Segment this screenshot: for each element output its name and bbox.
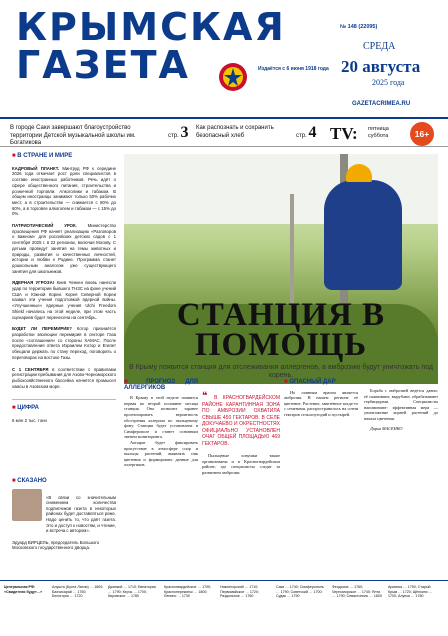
issue-year: 2025 года [372,78,405,87]
page-number: 4 [308,124,317,141]
tv-days[interactable]: пятница суббота [368,126,389,139]
news-item [12,326,116,360]
masthead [0,0,448,107]
news-head: ЯДЕРНАЯ УГРОЗА! [12,280,55,286]
issue-date: 20 августа [341,57,421,76]
article-author: Дарья МАСЕНКО [370,425,403,431]
page-prefix: стр. [296,133,307,139]
rubric-country-world: ■ В СТРАНЕ И МИРЕ [12,154,116,160]
teaser-text[interactable]: В городе Саки завершают благоустройство территории Детской музыкальной школы им. Богатикова [10,125,136,146]
page-number: 3 [180,124,189,141]
article-text: Аппарат будет фиксировать присутствие в атмосфере спор и пыльцы растений, выявлять пик цветения и формировать данные для аллергиков. [124,439,198,468]
website-link[interactable]: GAZETACRIMEA.RU [352,101,411,107]
speaker-quote: «В связи со значительным снижением количества подписчиков газета в некоторых районах будет доставляться реже. Надо ценить то, что даёт газета. Это и доступ к новостям, и чтение, и встреча с автором». [46,494,116,534]
title-line-1: КРЫМСКАЯ [16,5,286,49]
speaker-signature: Эдуард ВИРЦЕЛЬ, председатель Большого Московского государственного дворца. [12,539,100,551]
rubric-forecast: ■ ПРОГНОЗ ДЛЯ АЛЛЕРГИКОВ [124,380,198,391]
weekday: СРЕДА [363,41,396,52]
quote-block [12,479,116,551]
news-body: Министерство просвещения РФ начнёт реализацию «Разговоров о важном» для российских детских садов с 1 сентября 2025 г. в 22 регионах, включая Москву. С детьми проведут занятия на темы животных и природы, развития и качественных личностей, истории и любви к Родине. Программа станет дошкольным аналогом уже существующего занятия для школьников. [12,223,116,274]
news-item [12,223,116,274]
news-item [12,280,116,320]
article-column [124,380,198,468]
subscription-footer [0,580,448,636]
footer-column: Саки … 1740; Симферополь … 1790; Советский … 1700; Судак … 1790 [276,585,324,599]
since-date: Издаётся с 6 июня 1918 года [258,66,329,72]
article-text: Но главным врагом является амброзия. В нашем регионе её цветение. Растение, завезённое когда-то с семенами, распространилось на сотни гектаров сельхозугодий и пустырей. [284,389,358,417]
footer-column: Феодосия … 1760; Черноморское … 1740; Ялта … 1790; Севастополь … 1800 [332,585,382,599]
number-text: 6 млн 2 тыс. тонн [12,418,47,424]
rubric-said: ■ СКАЗАНО [12,479,116,485]
news-head: ПАТРИОТИЧЕСКИЙ УРОК. [12,223,77,229]
news-body: в соответствии с правилами регистрации пребывания для Азово-Черноморского рыбохозяйственного бассейна начнётся промысел хамсы в Азовском море. [12,366,116,389]
footer-column: Красногвардейское … 1700; Красноперекопск … 1800; Ленино … 1730 [164,585,212,599]
news-item [12,166,116,217]
article-text: Пыльцевые ловушки также организованы и в Красногвардейском районе, где специалисты следят за развитием амброзии. [202,453,280,475]
article-column [364,388,438,431]
news-body: Минтруд РФ к середине 2026 года отмечает рост доли специалистов в составе иностранных работников. Речь идёт о сфере общественного питания, строительства и розничной торговли. Алкоголики и табаком. В общем иностранцы занимают только 50% рабочих мест, а в строительстве — снижается с 80% до 60%, а в торговле алкоголем и табаком — с 15% до 0%. [12,165,116,217]
article-column [284,380,358,418]
crimea-emblem-icon [218,62,248,92]
footer-column: Джанкой … 1710; Евпатория … 1790; Керчь … 1700; Кировское … 1780 [108,585,156,599]
footer-column: Нижнегорский … 1710; Первомайское … 1720; Раздольное … 1760 [220,585,259,599]
news-body: Котор признаётся разработки эволюции перемирия в секторе Газа после «соглашения» со стороны ХАМАС. После предоставления ответа Израилем Котор и Египет обещали держать по стану переход, поговорить о переговорах на востоке Газы. [12,326,116,360]
teaser-text[interactable]: Как распознать и сохранить безопасный хлеб [196,125,274,139]
article-text: В Крыму в этой неделе появится первая во второй половине месяца станция. Она позволит заранее прогнозировать вероятность обострения аллергии по пыльцевому фону. Станция будет установлена в Симферополе и станет основным звеном мониторинга. [124,395,198,440]
lead-subhead: В Крыму появится станция для отслеживания аллергенов, а амброзию будут уничтожать под корень. [129,364,433,379]
tv-label: TV: [330,124,358,143]
news-column [12,154,116,424]
page-prefix: стр. [168,133,179,139]
issue-number: № 148 (22095) [340,24,378,30]
teaser-page [296,123,316,143]
article-column [202,388,280,475]
teaser-strip [0,117,448,147]
speaker-photo [12,489,42,521]
news-head: С 1 СЕНТЯБРЯ [12,366,49,372]
news-body: Киев Ченкен вновь нанесли удар по территории бывшего ТНЗС на фоне учений США и Южной Кореи. Корея Северной Кореи назвал эти учения подготовкой ядерной войны. «Улучшенные» ядерные учения Ulchi Freedom Shield начались на этой неделе, при этом часть сценариев будет перенесена на сентябрь. [12,280,117,320]
footer-column: Алушта (Бухта Ласпи) … 1800; Бахчисарай … 1750; Белогорск … 1720 [52,585,104,599]
photo-worker [324,180,402,290]
teaser-page [168,123,188,143]
pull-quote: ❝ В КРАСНОГВАРДЕЙСКОМ РАЙОНЕ КАРАНТИННАЯ ЗОНА ПО АМБРОЗИИ ОХВАТИЛА СВЫШЕ 450 ГЕКТАРОВ. В СЕЛЕ ДОКУЧАЕВО И ОКРЕСТНОСТЯХ ОФИЦИАЛЬНО УСТАНОВЛЕН ОЧАГ ОБЩЕЙ ПЛОЩАДЬЮ 469 ГЕКТАРОВ. [202,394,280,447]
news-head: БУДЕТ ЛИ ПЕРЕМИРИЕ? [12,326,72,332]
age-rating-badge: 16+ [410,122,434,146]
number-block [12,399,116,423]
news-item [12,367,116,390]
title-line-2: ГАЗЕТА [16,43,190,87]
news-head: КАДРОВЫЙ ПЛАНКТ. [12,165,60,171]
footer-lead: Центральная РФ: «Свидетели будут…» [4,585,43,594]
article-text: Борьба с амброзией ведётся давно: её скашивают, вырубают, обрабатывают гербицидами. Специалисты напоминают: эффективная мера — уничтожение корней растений до начала цветения. [364,388,438,421]
lead-headline[interactable]: СТАНЦИЯ В ПОМОЩЬ [176,297,386,363]
footer-column: Армянск … 1750; Старый Крым … 1720; Щёлкино … 1700; Алупка … 1780 [388,585,433,599]
rubric-number: ■ ЦИФРА [12,406,116,412]
rubric-danger: ■ ОПАСНЫЙ ДАР [284,380,358,386]
